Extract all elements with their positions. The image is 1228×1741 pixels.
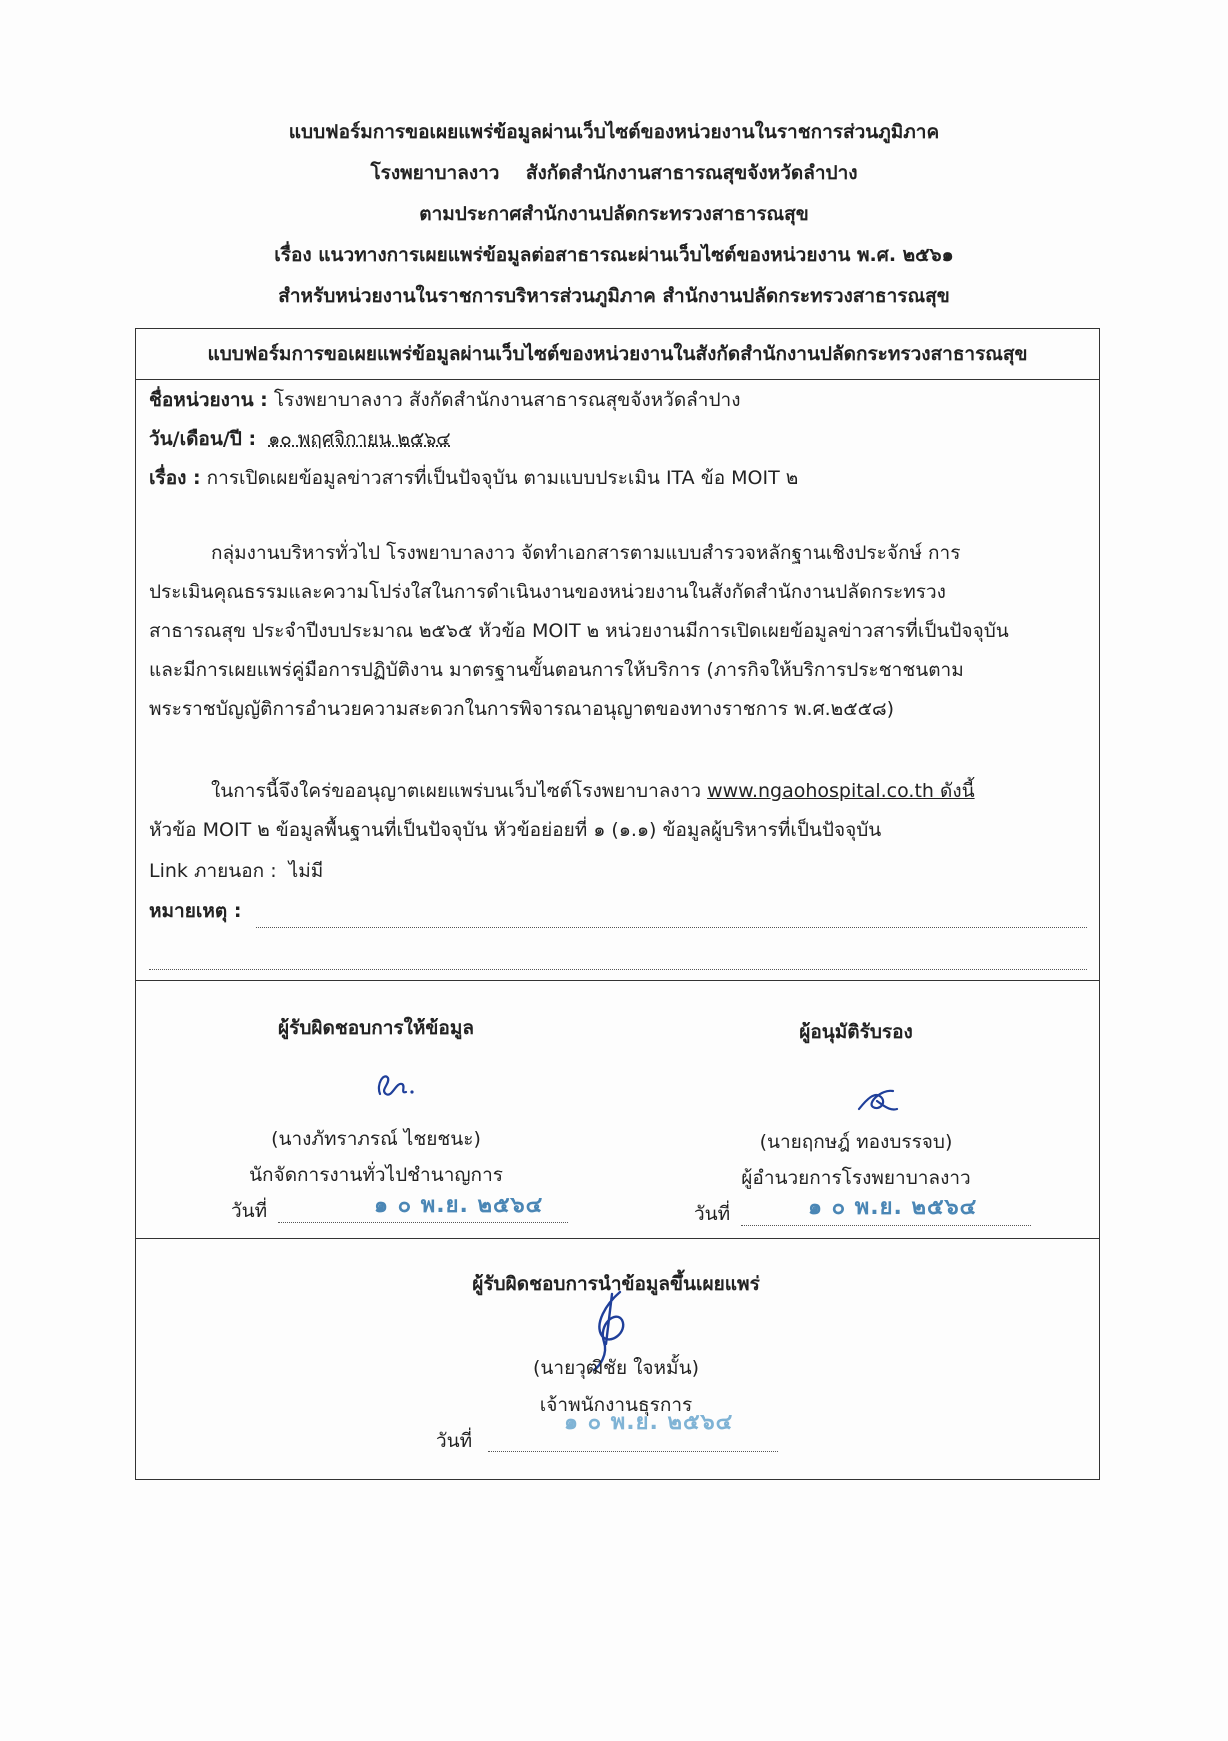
website-link[interactable]: www.ngaohospital.co.th ดังนี้ <box>707 780 975 802</box>
provider-position: นักจัดการงานทั่วไปชำนาญการ <box>249 1164 503 1186</box>
header-line-3: ตามประกาศสำนักงานปลัดกระทรวงสาธารณสุข <box>419 203 809 225</box>
section-divider-1 <box>136 980 1099 981</box>
external-link-label: Link ภายนอก : <box>149 860 277 882</box>
publisher-date-label: วันที่ <box>436 1430 473 1452</box>
request-paragraph <box>149 772 1089 850</box>
org-value: โรงพยาบาลงาว สังกัดสำนักงานสาธารณสุขจังหวัดลำปาง <box>273 389 741 411</box>
form-title: แบบฟอร์มการขอเผยแพร่ข้อมูลผ่านเว็บไซต์ของหน่วยงานในสังกัดสำนักงานปลัดกระทรวงสาธารณสุข <box>207 343 1028 365</box>
approver-date-line <box>741 1225 1031 1226</box>
remark-field <box>149 893 241 929</box>
body-line: พระราชบัญญัติการอำนวยความสะดวกในการพิจารณาอนุญาตของทางราชการ พ.ศ.๒๕๕๘) <box>149 698 895 720</box>
document-header <box>0 112 1228 317</box>
publisher-name: (นายวุฒิชัย ใจหมั้น) <box>533 1357 699 1379</box>
provider-date-line <box>278 1222 568 1223</box>
body-line: กลุ่มงานบริหารทั่วไป โรงพยาบาลงาว จัดทำเอกสารตามแบบสำรวจหลักฐานเชิงประจักษ์ การ <box>211 542 961 564</box>
provider-signature <box>366 1064 426 1104</box>
request-text: ในการนี้จึงใคร่ขออนุญาตเผยแพร่บนเว็บไซต์โรงพยาบาลงาว <box>211 780 702 802</box>
publisher-heading: ผู้รับผิดชอบการนำข้อมูลขึ้นเผยแพร่ <box>472 1273 760 1295</box>
subject-value: การเปิดเผยข้อมูลข่าวสารที่เป็นปัจจุบัน ตามแบบประเมิน ITA ข้อ MOIT ๒ <box>206 467 799 489</box>
org-label: ชื่อหน่วยงาน : <box>149 389 268 411</box>
request-line <box>149 772 1089 811</box>
body-paragraph <box>149 534 1089 729</box>
publisher-date-stamp: ๑ ๐ พ.ย. ๒๕๖๔ <box>564 1410 734 1435</box>
approver-date-label: วันที่ <box>694 1203 731 1225</box>
approver-position: ผู้อำนวยการโรงพยาบาลงาว <box>741 1167 971 1189</box>
body-line: และมีการเผยแพร่คู่มือการปฏิบัติงาน มาตรฐานขั้นตอนการให้บริการ (ภารกิจให้บริการประชาชนตาม <box>149 659 964 681</box>
header-line-1: แบบฟอร์มการขอเผยแพร่ข้อมูลผ่านเว็บไซต์ของหน่วยงานในราชการส่วนภูมิภาค <box>288 121 940 143</box>
remark-dotted-line <box>256 927 1087 928</box>
date-field <box>149 421 451 457</box>
org-field <box>149 382 741 418</box>
header-line-2: โรงพยาบาลงาว สังกัดสำนักงานสาธารณสุขจังหวัดลำปาง <box>370 162 858 184</box>
provider-heading: ผู้รับผิดชอบการให้ข้อมูล <box>278 1017 474 1039</box>
approver-name: (นายฤกษฎ์ ทองบรรจบ) <box>759 1131 953 1153</box>
provider-date-label: วันที่ <box>231 1200 268 1222</box>
remark-dotted-line-2 <box>149 969 1087 970</box>
provider-name: (นางภัทราภรณ์ ไชยชนะ) <box>271 1128 481 1150</box>
approver-heading: ผู้อนุมัติรับรอง <box>799 1021 913 1043</box>
provider-date-stamp: ๑ ๐ พ.ย. ๒๕๖๔ <box>374 1193 544 1218</box>
body-line: ประเมินคุณธรรมและความโปร่งใสในการดำเนินงานของหน่วยงานในสังกัดสำนักงานปลัดกระทรวง <box>149 581 946 603</box>
external-link-value: ไม่มี <box>288 860 324 882</box>
approver-date-stamp: ๑ ๐ พ.ย. ๒๕๖๔ <box>808 1195 978 1220</box>
section-divider-2 <box>136 1238 1099 1239</box>
publisher-position: เจ้าพนักงานธุรการ <box>539 1394 693 1416</box>
publisher-date-line <box>488 1451 778 1452</box>
topic-line: หัวข้อ MOIT ๒ ข้อมูลพื้นฐานที่เป็นปัจจุบัน หัวข้อย่อยที่ ๑ (๑.๑) ข้อมูลผู้บริหารที่เป็นปัจจุบัน <box>149 819 882 841</box>
header-line-4: เรื่อง แนวทางการเผยแพร่ข้อมูลต่อสาธารณะผ่านเว็บไซต์ของหน่วยงาน พ.ศ. ๒๕๖๑ <box>274 244 954 266</box>
body-line: สาธารณสุข ประจำปีงบประมาณ ๒๕๖๕ หัวข้อ MOIT ๒ หน่วยงานมีการเปิดเผยข้อมูลข่าวสารที่เป็นปัจจุบัน <box>149 620 1009 642</box>
approver-signature <box>851 1081 911 1121</box>
external-link-field <box>149 853 323 889</box>
date-label: วัน/เดือน/ปี : <box>149 428 257 450</box>
form-frame <box>135 328 1100 1480</box>
remark-label: หมายเหตุ : <box>149 900 242 922</box>
header-line-5: สำหรับหน่วยงานในราชการบริหารส่วนภูมิภาค สำนักงานปลัดกระทรวงสาธารณสุข <box>278 285 950 307</box>
subject-field <box>149 460 798 496</box>
subject-label: เรื่อง : <box>149 467 201 489</box>
title-divider <box>136 379 1099 380</box>
date-value: ๑๐ พฤศจิกายน ๒๕๖๔ <box>268 428 451 450</box>
